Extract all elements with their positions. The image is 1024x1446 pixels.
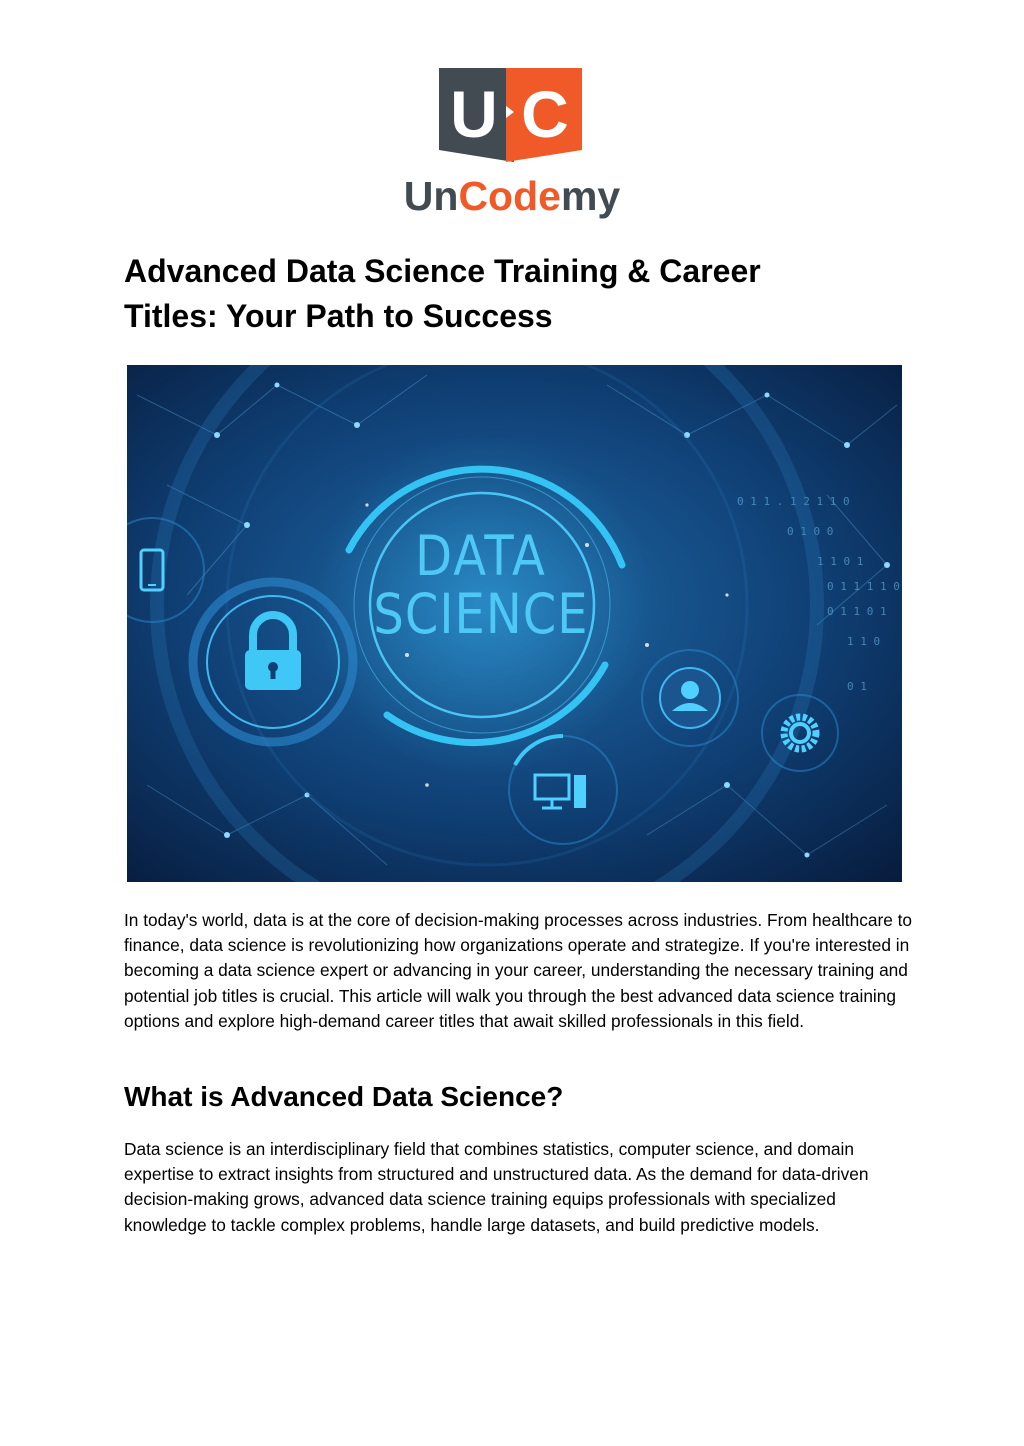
page-title-line2: Titles: Your Path to Success: [124, 298, 553, 334]
hero-science-text: SCIENCE: [373, 582, 589, 647]
section-heading: What is Advanced Data Science?: [124, 1081, 564, 1112]
uncodemy-logo: [392, 64, 632, 220]
logo-letter-u: U: [450, 77, 498, 151]
logo-letter-c: C: [521, 77, 569, 151]
logo-wordmark-my: my: [560, 173, 621, 219]
svg-text:1 1 0 1: 1 1 0 1: [817, 555, 864, 568]
svg-text:0 1 1 1 1 0: 0 1 1 1 1 0: [827, 580, 900, 593]
svg-text:0 1 0 0: 0 1 0 0: [787, 525, 834, 538]
logo-wordmark-code: Code: [458, 173, 561, 219]
svg-text:0 1 1 0 1: 0 1 1 0 1: [827, 605, 887, 618]
svg-text:0 1 1 . 1 2 1 1 0: 0 1 1 . 1 2 1 1 0: [737, 495, 850, 508]
page-title: [124, 249, 914, 339]
svg-text:1 1 0: 1 1 0: [847, 635, 881, 648]
svg-text:0 1: 0 1: [847, 680, 867, 693]
logo-wordmark: [404, 173, 621, 219]
hero-image: [127, 365, 902, 882]
section-body: Data science is an interdisciplinary field that combines statistics, computer science, and domain expertise to extract insights from structured and unstructured data. As the demand for data-driven decision-making grows, advanced data science training equips professionals with specialized knowledge to tackle complex problems, handle large datasets, and build predictive models.: [124, 1139, 869, 1235]
page-title-line1: Advanced Data Science Training & Career: [124, 253, 761, 289]
hero-data-text: DATA: [415, 524, 547, 589]
logo-wordmark-un: Un: [403, 173, 459, 219]
intro-paragraph: In today's world, data is at the core of decision-making processes across industries. From healthcare to finance, data science is revolutionizing how organizations operate and strategize. If you're interested in becoming a data science expert or advancing in your career, understanding the necessary training and potential job titles is crucial. This article will walk you through the best advanced data science training options and explore high-demand career titles that await skilled professionals in this field.: [124, 910, 913, 1031]
